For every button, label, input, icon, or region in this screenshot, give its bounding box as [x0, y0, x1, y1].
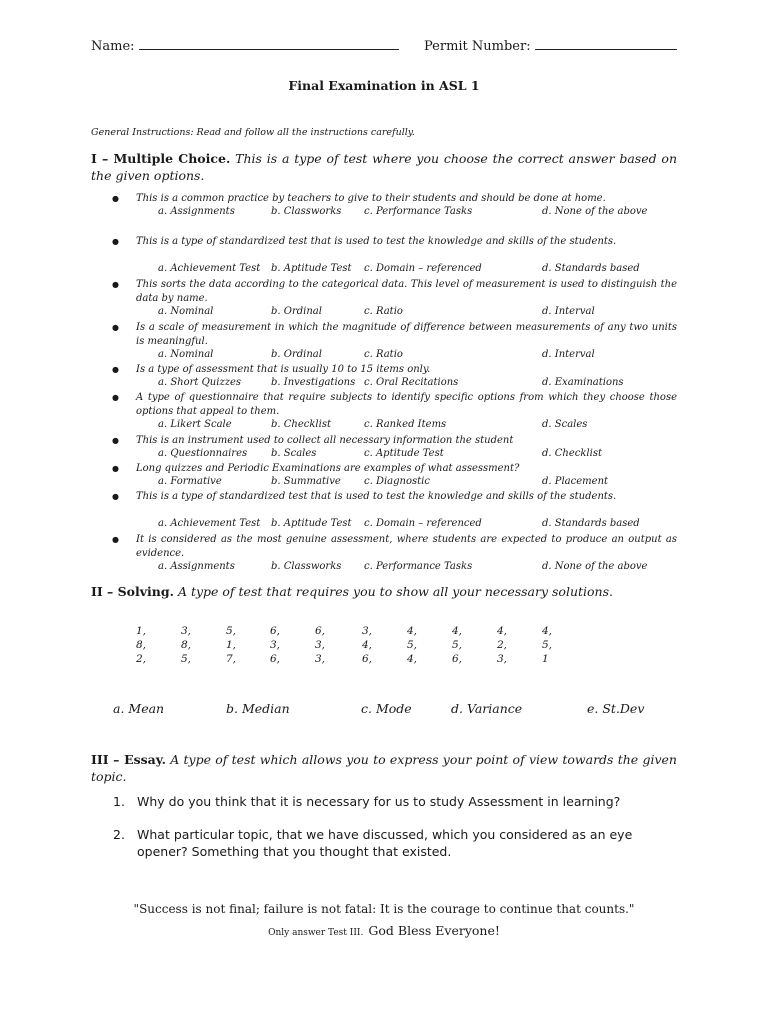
- choice-option[interactable]: b. Aptitude Test: [271, 518, 352, 529]
- bullet-icon: ●: [112, 436, 119, 445]
- question-text: This is a type of standardized test that is used to test the knowledge and skills of the students.: [136, 491, 617, 502]
- choice-option[interactable]: b. Investigations: [271, 377, 356, 388]
- data-value: 6,: [270, 625, 281, 637]
- choice-option[interactable]: c. Ratio: [364, 306, 403, 317]
- data-value: 6,: [315, 625, 326, 637]
- bullet-icon: ●: [112, 464, 119, 473]
- data-value: 7,: [226, 653, 237, 665]
- choice-option[interactable]: d. None of the above: [542, 206, 648, 217]
- choice-option[interactable]: a. Assignments: [158, 561, 235, 572]
- data-value: 4,: [407, 653, 418, 665]
- choice-option[interactable]: c. Diagnostic: [364, 476, 430, 487]
- data-value: 2,: [497, 639, 508, 651]
- choice-option[interactable]: c. Oral Recitations: [364, 377, 459, 388]
- name-field: [91, 37, 399, 54]
- choice-option[interactable]: d. None of the above: [542, 561, 648, 572]
- choice-option[interactable]: a. Nominal: [158, 349, 214, 360]
- essay-item-number: 2.: [113, 827, 125, 842]
- data-value: 8,: [136, 639, 147, 651]
- data-value: 3,: [362, 625, 373, 637]
- data-value: 4,: [497, 625, 508, 637]
- choice-option[interactable]: c. Domain – referenced: [364, 263, 482, 274]
- data-value: 8,: [181, 639, 192, 651]
- choice-option[interactable]: a. Questionnaires: [158, 448, 248, 459]
- data-value: 1: [542, 653, 549, 665]
- choice-option[interactable]: c. Aptitude Test: [364, 448, 444, 459]
- question-text: It is considered as the most genuine assessment, where students are expected to produce an output as evidence.: [136, 534, 677, 559]
- data-value: 5,: [407, 639, 418, 651]
- bullet-icon: ●: [112, 492, 119, 501]
- choice-option[interactable]: b. Checklist: [271, 419, 331, 430]
- bullet-icon: ●: [112, 194, 119, 203]
- section1-header: [91, 150, 677, 184]
- data-value: 5,: [542, 639, 553, 651]
- choice-option[interactable]: d. Standards based: [542, 518, 640, 529]
- question-item: [112, 391, 677, 418]
- footer: [0, 920, 768, 939]
- choice-option[interactable]: b. Ordinal: [271, 306, 322, 317]
- question-item: [112, 533, 677, 560]
- bullet-icon: ●: [112, 280, 119, 289]
- name-label: Name:: [91, 39, 135, 54]
- choice-option[interactable]: a. Short Quizzes: [158, 377, 242, 388]
- question-item: [112, 434, 677, 448]
- choice-option[interactable]: c. Ratio: [364, 349, 403, 360]
- data-value: 1,: [136, 625, 147, 637]
- permit-label: Permit Number:: [424, 39, 531, 54]
- choice-option[interactable]: b. Scales: [271, 448, 317, 459]
- quote: "Success is not final; failure is not fatal: It is the courage to continue that counts.": [133, 902, 635, 916]
- choice-option[interactable]: a. Nominal: [158, 306, 214, 317]
- section2-header: [91, 583, 677, 600]
- essay-item-text: What particular topic, that we have discussed, which you considered as an eye opener? Something that you thought that existed.: [137, 827, 633, 859]
- section1-description: This is a type of test where you choose the correct answer based on the given options.: [91, 151, 677, 183]
- question-item: [112, 490, 677, 504]
- choice-option[interactable]: a. Likert Scale: [158, 419, 232, 430]
- choice-option[interactable]: d. Examinations: [542, 377, 624, 388]
- solving-item: b. Median: [226, 701, 290, 716]
- data-value: 4,: [452, 625, 463, 637]
- choice-option[interactable]: b. Summative: [271, 476, 341, 487]
- question-item: [112, 363, 677, 377]
- permit-field: [424, 37, 677, 54]
- data-value: 3,: [315, 639, 326, 651]
- question-item: [112, 462, 677, 476]
- permit-blank[interactable]: [535, 37, 677, 50]
- section2-heading: II – Solving.: [91, 584, 174, 599]
- choice-option[interactable]: a. Formative: [158, 476, 222, 487]
- choice-option[interactable]: a. Assignments: [158, 206, 235, 217]
- data-value: 3,: [315, 653, 326, 665]
- choice-option[interactable]: b. Aptitude Test: [271, 263, 352, 274]
- choice-option[interactable]: c. Performance Tasks: [364, 561, 473, 572]
- choice-option[interactable]: d. Scales: [542, 419, 588, 430]
- data-value: 4,: [407, 625, 418, 637]
- section3-description: A type of test which allows you to express your point of view towards the given topic.: [91, 752, 677, 784]
- data-value: 3,: [497, 653, 508, 665]
- choice-option[interactable]: d. Checklist: [542, 448, 602, 459]
- name-blank[interactable]: [139, 37, 399, 50]
- question-text: This is a common practice by teachers to give to their students and should be done at home.: [136, 193, 606, 204]
- choice-option[interactable]: a. Achievement Test: [158, 518, 261, 529]
- data-value: 3,: [270, 639, 281, 651]
- data-value: 6,: [362, 653, 373, 665]
- choice-option[interactable]: b. Classworks: [271, 561, 342, 572]
- choice-option[interactable]: d. Interval: [542, 349, 595, 360]
- footer-blessing: God Bless Everyone!: [368, 923, 500, 938]
- question-text: Long quizzes and Periodic Examinations are examples of what assessment?: [136, 463, 520, 474]
- choice-option[interactable]: d. Standards based: [542, 263, 640, 274]
- bullet-icon: ●: [112, 237, 119, 246]
- exam-title: Final Examination in ASL 1: [288, 78, 480, 93]
- section3-heading: III – Essay.: [91, 752, 166, 767]
- bullet-icon: ●: [112, 535, 119, 544]
- data-value: 4,: [362, 639, 373, 651]
- data-value: 3,: [181, 625, 192, 637]
- section2-description: A type of test that requires you to show all your necessary solutions.: [177, 584, 613, 599]
- choice-option[interactable]: b. Classworks: [271, 206, 342, 217]
- data-value: 4,: [542, 625, 553, 637]
- question-item: [112, 278, 677, 305]
- essay-item: [113, 826, 673, 860]
- solving-item: e. St.Dev: [587, 701, 645, 716]
- question-text: This is a type of standardized test that is used to test the knowledge and skills of the students.: [136, 236, 617, 247]
- choice-option[interactable]: c. Performance Tasks: [364, 206, 473, 217]
- question-item: [112, 235, 677, 249]
- section3-header: [91, 751, 677, 785]
- section1-heading: I – Multiple Choice.: [91, 151, 231, 166]
- solving-item: c. Mode: [361, 701, 412, 716]
- bullet-icon: ●: [112, 365, 119, 374]
- essay-item-text: Why do you think that it is necessary for us to study Assessment in learning?: [137, 794, 621, 809]
- essay-item-number: 1.: [113, 794, 125, 809]
- question-text: This is an instrument used to collect all necessary information the student: [136, 435, 514, 446]
- general-instructions: General Instructions: Read and follow all the instructions carefully.: [91, 127, 415, 138]
- question-text: This sorts the data according to the categorical data. This level of measurement is used to distinguish the data by name.: [136, 279, 677, 304]
- data-value: 5,: [226, 625, 237, 637]
- data-value: 6,: [452, 653, 463, 665]
- data-value: 2,: [136, 653, 147, 665]
- choice-option[interactable]: a. Achievement Test: [158, 263, 261, 274]
- solving-item: a. Mean: [113, 701, 165, 716]
- solving-item: d. Variance: [451, 701, 523, 716]
- question-text: Is a type of assessment that is usually 10 to 15 items only.: [136, 364, 431, 375]
- data-value: 1,: [226, 639, 237, 651]
- bullet-icon: ●: [112, 393, 119, 402]
- question-text: Is a scale of measurement in which the magnitude of difference between measurements of any two units is meaningful.: [136, 322, 677, 347]
- question-item: [112, 321, 677, 348]
- question-item: [112, 192, 677, 206]
- choice-option[interactable]: d. Interval: [542, 306, 595, 317]
- choice-option[interactable]: c. Domain – referenced: [364, 518, 482, 529]
- choice-option[interactable]: c. Ranked Items: [364, 419, 447, 430]
- data-value: 5,: [181, 653, 192, 665]
- footer-note: Only answer Test III.: [268, 928, 364, 938]
- data-value: 5,: [452, 639, 463, 651]
- essay-item: [113, 793, 673, 827]
- question-text: A type of questionnaire that require subjects to identify specific options from which they choose those options that appeal to them.: [136, 392, 677, 417]
- bullet-icon: ●: [112, 323, 119, 332]
- choice-option[interactable]: d. Placement: [542, 476, 609, 487]
- choice-option[interactable]: b. Ordinal: [271, 349, 322, 360]
- data-value: 6,: [270, 653, 281, 665]
